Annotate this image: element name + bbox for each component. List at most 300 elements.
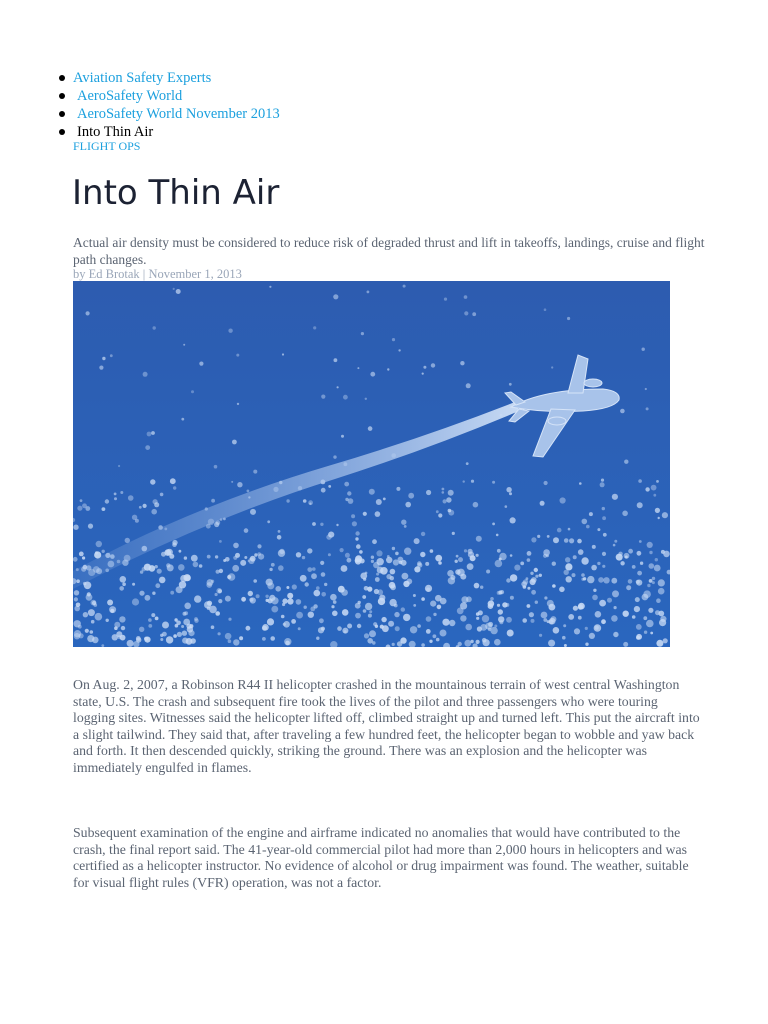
snow-particle [225, 596, 231, 602]
snow-particle [390, 569, 396, 575]
snow-particle [572, 573, 576, 577]
snow-particle [283, 623, 286, 626]
snow-particle [600, 482, 605, 487]
snow-particle [656, 480, 659, 483]
snow-particle [568, 528, 571, 531]
snow-particle [492, 481, 495, 484]
snow-particle [390, 576, 394, 580]
snow-particle [287, 593, 293, 599]
snow-particle [653, 494, 656, 497]
snow-particle [77, 506, 82, 511]
snow-particle [559, 587, 565, 593]
snow-particle [506, 578, 510, 582]
snow-particle [345, 498, 348, 501]
snow-particle [623, 611, 629, 617]
snow-particle [341, 589, 348, 596]
snow-particle [552, 584, 556, 588]
snow-particle [623, 642, 628, 647]
snow-particle [367, 291, 370, 294]
snow-particle [582, 519, 588, 525]
snow-particle [410, 626, 417, 633]
snow-particle [114, 493, 117, 496]
snow-particle [417, 624, 421, 628]
snow-particle [304, 606, 307, 609]
snow-particle [523, 579, 528, 584]
snow-particle [237, 482, 242, 487]
snow-particle [663, 638, 668, 643]
snow-particle [367, 587, 372, 592]
snow-particle [646, 407, 649, 410]
snow-particle [497, 604, 500, 607]
snow-particle [527, 558, 531, 562]
snow-particle [181, 625, 184, 628]
snow-particle [298, 627, 301, 630]
snow-particle [560, 497, 566, 503]
snow-particle [624, 460, 628, 464]
snow-particle [655, 558, 658, 561]
snow-particle [499, 553, 506, 560]
snow-particle [486, 570, 490, 574]
snow-particle [624, 553, 630, 559]
snow-particle [86, 311, 90, 315]
byline-author[interactable]: by Ed Brotak [73, 267, 140, 281]
snow-particle [632, 565, 636, 569]
snow-particle [656, 598, 661, 603]
snow-particle [182, 631, 187, 636]
snow-particle [363, 512, 367, 516]
snow-particle [421, 597, 425, 601]
snow-particle [214, 465, 218, 469]
snow-particle [191, 390, 194, 393]
snow-particle [447, 570, 454, 577]
hero-image [73, 281, 670, 647]
snow-particle [326, 534, 331, 539]
breadcrumb-link-aerosafety-world[interactable]: AeroSafety World [77, 88, 183, 104]
snow-particle [215, 555, 218, 558]
snow-particle [547, 535, 550, 538]
snow-particle [225, 633, 232, 640]
snow-particle [612, 590, 619, 597]
snow-particle [460, 361, 464, 365]
snow-particle [534, 568, 538, 572]
snow-particle [170, 591, 174, 595]
snow-particle [404, 548, 411, 555]
snow-particle [102, 357, 105, 360]
breadcrumb-current-page: Into Thin Air [77, 124, 154, 140]
snow-particle [186, 638, 193, 645]
snow-particle [257, 552, 261, 556]
snow-particle [592, 545, 596, 549]
snow-particle [452, 532, 455, 535]
snow-particle [106, 619, 109, 622]
snow-particle [435, 555, 442, 562]
snow-particle [476, 612, 480, 616]
snow-particle [233, 556, 237, 560]
snow-particle [95, 551, 98, 554]
snow-particle [392, 547, 395, 550]
snow-particle [218, 599, 222, 603]
snow-particle [333, 600, 337, 604]
snow-particle [313, 604, 317, 608]
snow-particle [380, 625, 384, 629]
snow-particle [342, 628, 348, 634]
snow-particle [449, 620, 455, 626]
snow-particle [340, 548, 344, 552]
snow-particle [455, 560, 458, 563]
snow-particle [602, 516, 606, 520]
snow-particle [585, 643, 588, 646]
snow-particle [599, 600, 606, 607]
snow-particle [271, 606, 278, 613]
snow-particle [468, 552, 474, 558]
snow-particle [357, 367, 359, 369]
snow-particle [359, 550, 363, 554]
snow-particle [585, 627, 588, 630]
snow-particle [530, 572, 533, 575]
snow-particle [607, 598, 612, 603]
breadcrumb-item-aviation-safety-experts [73, 69, 280, 87]
snow-particle [331, 605, 334, 608]
snow-particle [191, 555, 198, 562]
snow-particle [589, 633, 595, 639]
snow-particle [78, 625, 82, 629]
snow-particle [394, 604, 398, 608]
article-title: Into Thin Air [72, 173, 280, 213]
snow-particle [505, 505, 508, 508]
snow-particle [312, 522, 316, 526]
snow-particle [267, 520, 270, 523]
snow-particle [443, 499, 447, 503]
snow-particle [371, 556, 374, 559]
snow-particle [177, 632, 182, 637]
snow-particle [404, 525, 407, 528]
snow-particle [155, 617, 159, 621]
snow-particle [162, 622, 169, 629]
snow-particle [125, 538, 130, 543]
snow-particle [423, 366, 426, 369]
snow-particle [204, 601, 211, 608]
snow-particle [344, 482, 349, 487]
snow-particle [632, 615, 636, 619]
snow-particle [144, 637, 148, 641]
snow-particle [307, 567, 312, 572]
snow-particle [268, 598, 273, 603]
snow-particle [652, 577, 655, 580]
snow-particle [132, 515, 137, 520]
snow-particle [153, 326, 156, 329]
snow-particle [482, 615, 489, 622]
snow-particle [401, 520, 406, 525]
snow-particle [99, 366, 103, 370]
snow-particle [244, 528, 249, 533]
snow-particle [376, 550, 382, 556]
snow-particle [157, 569, 162, 574]
snow-particle [464, 295, 468, 299]
snow-particle [390, 584, 396, 590]
snow-particle [336, 524, 338, 526]
snow-particle [460, 574, 466, 580]
snow-particle [414, 538, 420, 544]
snow-particle [102, 507, 106, 511]
snow-particle [509, 492, 512, 495]
snow-particle [549, 604, 556, 611]
snow-particle [114, 497, 117, 500]
snow-particle [183, 612, 187, 616]
snow-particle [510, 517, 516, 523]
snow-particle [541, 612, 548, 619]
snow-particle [187, 626, 193, 632]
snow-particle [531, 590, 536, 595]
snow-particle [228, 618, 231, 621]
snow-particle [436, 638, 440, 642]
snow-particle [352, 521, 357, 526]
snow-particle [425, 562, 429, 566]
snow-particle [658, 517, 660, 519]
snow-particle [398, 349, 400, 351]
snow-particle [341, 565, 348, 572]
snow-particle [185, 575, 191, 581]
snow-particle [308, 500, 313, 505]
snow-particle [426, 588, 430, 592]
snow-particle [611, 615, 618, 622]
jet-airplane-contrail-illustration-icon [73, 281, 670, 647]
snow-particle [275, 586, 281, 592]
snow-particle [347, 558, 352, 563]
snow-particle [199, 362, 203, 366]
snow-particle [281, 615, 285, 619]
snow-particle [658, 588, 665, 595]
breadcrumb-link-november-2013[interactable]: AeroSafety World November 2013 [77, 106, 280, 122]
snow-particle [74, 597, 78, 601]
snow-particle [330, 594, 337, 601]
snow-particle [92, 601, 96, 605]
category-link[interactable]: FLIGHT OPS [73, 139, 141, 153]
snow-particle [143, 372, 148, 377]
snow-particle [480, 586, 483, 589]
snow-particle [287, 598, 293, 604]
snow-particle [483, 639, 490, 646]
snow-particle [642, 348, 645, 351]
snow-particle [175, 624, 179, 628]
snow-particle [476, 536, 482, 542]
snow-particle [361, 332, 364, 335]
snow-particle [387, 368, 389, 370]
snow-particle [520, 562, 524, 566]
snow-particle [314, 590, 321, 597]
snow-particle [444, 298, 447, 301]
snow-particle [498, 590, 502, 594]
snow-particle [233, 543, 239, 549]
snow-particle [578, 616, 582, 620]
snow-particle [321, 592, 326, 597]
byline [73, 266, 242, 282]
snow-particle [139, 506, 142, 509]
snow-particle [458, 557, 463, 562]
snow-particle [173, 634, 177, 638]
snow-particle [296, 612, 303, 619]
snow-particle [369, 610, 372, 613]
snow-particle [490, 597, 494, 601]
snow-particle [145, 445, 150, 450]
snow-particle [215, 611, 220, 616]
snow-particle [328, 553, 331, 556]
snow-particle [546, 554, 549, 557]
snow-particle [184, 556, 187, 559]
snow-particle [357, 624, 361, 628]
snow-particle [79, 552, 84, 557]
snow-particle [73, 525, 78, 530]
snow-particle [620, 409, 625, 414]
snow-particle [564, 644, 567, 647]
snow-particle [74, 633, 80, 639]
snow-particle [413, 594, 416, 597]
snow-particle [602, 552, 606, 556]
snow-particle [199, 564, 203, 568]
snow-particle [144, 564, 151, 571]
snow-particle [589, 512, 593, 516]
snow-particle [360, 573, 367, 580]
snow-particle [143, 504, 147, 508]
snow-particle [150, 479, 155, 484]
snow-particle [408, 493, 414, 499]
snow-particle [114, 626, 118, 630]
snow-particle [305, 582, 309, 586]
snow-particle [381, 617, 386, 622]
snow-particle [250, 509, 256, 515]
snow-particle [430, 549, 434, 553]
snow-particle [85, 506, 90, 511]
snow-particle [426, 616, 432, 622]
snow-particle [394, 612, 399, 617]
snow-particle [119, 616, 125, 622]
snow-particle [543, 618, 547, 622]
snow-particle [80, 499, 83, 502]
snow-particle [166, 549, 173, 556]
snow-particle [176, 586, 183, 593]
snow-particle [433, 634, 437, 638]
snow-particle [430, 601, 436, 607]
snow-particle [593, 589, 596, 592]
snow-particle [228, 329, 232, 333]
snow-particle [91, 620, 95, 624]
snow-particle [510, 554, 513, 557]
snow-particle [392, 338, 395, 341]
snow-particle [337, 386, 339, 388]
snow-particle [296, 599, 302, 605]
snow-particle [121, 626, 125, 630]
snow-particle [426, 490, 431, 495]
snow-particle [531, 537, 536, 542]
snow-particle [351, 514, 355, 518]
snow-particle [173, 288, 175, 290]
snow-particle [232, 565, 239, 572]
snow-particle [628, 549, 633, 554]
snow-particle [438, 561, 442, 565]
snow-particle [145, 595, 151, 601]
snow-particle [476, 554, 479, 557]
snow-particle [211, 625, 215, 629]
snow-particle [122, 582, 126, 586]
snow-particle [613, 544, 616, 547]
snow-particle [421, 532, 425, 536]
snow-particle [159, 577, 166, 584]
snow-particle [614, 606, 617, 609]
snow-particle [509, 383, 512, 386]
snow-particle [321, 488, 326, 493]
snow-particle [656, 640, 663, 647]
snow-particle [598, 577, 604, 583]
snow-particle [440, 630, 447, 637]
snow-particle [574, 628, 580, 634]
snow-particle [321, 572, 326, 577]
snow-particle [347, 491, 351, 495]
snow-particle [660, 616, 666, 622]
snow-particle [562, 636, 566, 640]
snow-particle [392, 643, 395, 646]
snow-particle [320, 523, 323, 526]
snow-particle [648, 608, 653, 613]
snow-particle [435, 595, 442, 602]
snow-particle [179, 550, 182, 553]
snow-particle [128, 495, 134, 501]
snow-particle [403, 614, 410, 621]
snow-particle [207, 579, 214, 586]
snow-particle [530, 579, 536, 585]
snow-particle [603, 577, 609, 583]
snow-particle [160, 634, 163, 637]
snow-particle [269, 568, 272, 571]
snow-particle [647, 542, 653, 548]
snow-particle [622, 511, 628, 517]
snow-particle [240, 560, 246, 566]
snow-particle [214, 522, 219, 527]
snow-particle [405, 502, 411, 508]
snow-particle [107, 600, 113, 606]
snow-particle [626, 585, 631, 590]
snow-particle [446, 497, 451, 502]
snow-particle [438, 513, 442, 517]
snow-particle [313, 326, 316, 329]
snow-particle [636, 580, 640, 584]
snow-particle [497, 549, 501, 553]
snow-particle [375, 511, 381, 517]
snow-particle [334, 358, 338, 362]
snow-particle [476, 617, 479, 620]
snow-particle [278, 565, 284, 571]
snow-particle [127, 640, 134, 647]
snow-particle [540, 501, 545, 506]
snow-particle [120, 576, 127, 583]
snow-particle [321, 627, 325, 631]
snow-particle [262, 624, 269, 631]
snow-particle [591, 565, 597, 571]
snow-particle [316, 637, 319, 640]
snow-particle [502, 602, 507, 607]
snow-particle [474, 583, 480, 589]
snow-particle [282, 353, 284, 355]
snow-particle [640, 562, 643, 565]
snow-particle [246, 626, 251, 631]
breadcrumb-link-aviation-safety-experts[interactable]: Aviation Safety Experts [73, 70, 212, 86]
snow-particle [529, 612, 534, 617]
snow-particle [160, 493, 164, 497]
byline-separator: | [139, 267, 149, 281]
snow-particle [464, 311, 468, 315]
snow-particle [374, 589, 379, 594]
snow-particle [498, 616, 504, 622]
snow-particle [228, 573, 236, 581]
snow-particle [362, 595, 366, 599]
